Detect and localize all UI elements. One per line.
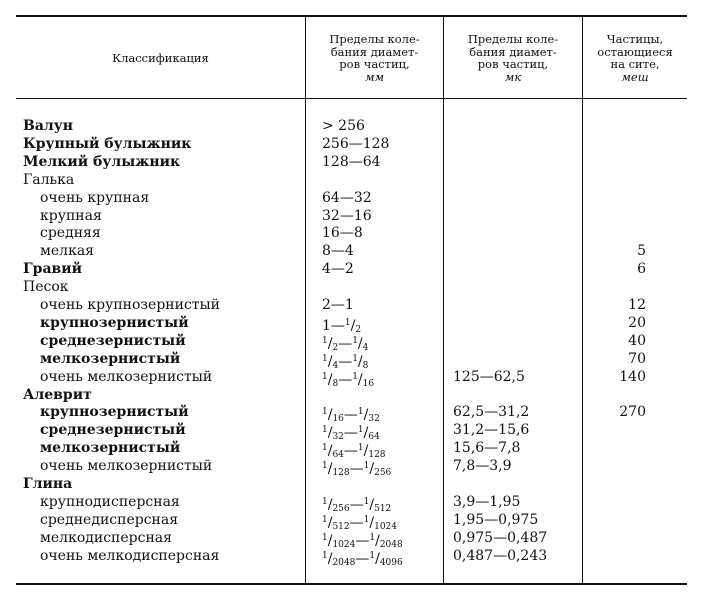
row-range-mm: $^1/_{32}—^1/_{64}$ <box>322 425 380 443</box>
table-row <box>0 547 704 568</box>
header-classification-label: Классификация <box>112 50 209 65</box>
row-range-um: 3,9—1,95 <box>453 493 521 510</box>
row-range-mm: $^1/_{64}—^1/_{128}$ <box>322 443 386 461</box>
row-classification: Алеврит <box>23 386 92 403</box>
table-row <box>0 511 704 532</box>
table-top-rule <box>16 15 687 17</box>
header-range-mm <box>306 18 443 98</box>
table-row <box>0 243 704 260</box>
row-range-um: 0,975—0,487 <box>453 529 548 546</box>
row-classification: среднедисперсная <box>40 511 179 528</box>
row-sieve-mesh: 20 <box>628 314 646 331</box>
row-range-mm: > 256 <box>322 118 365 134</box>
row-classification: очень мелкозернистый <box>40 458 213 475</box>
row-classification: очень крупнозернистый <box>40 297 221 313</box>
row-classification: Крупный булыжник <box>23 135 192 152</box>
row-classification: среднезернистый <box>40 422 186 439</box>
row-classification: Мелкий булыжник <box>23 153 181 170</box>
row-range-mm: 16—8 <box>322 225 363 242</box>
row-classification: крупнодисперсная <box>40 493 180 510</box>
table-row <box>0 422 704 443</box>
header-sieve <box>583 18 687 98</box>
table-row <box>0 350 704 371</box>
row-range-mm: 128—64 <box>322 153 381 170</box>
row-classification: крупная <box>40 207 102 224</box>
table-row <box>0 190 704 207</box>
table-row <box>0 404 704 425</box>
row-sieve-mesh: 12 <box>628 297 646 313</box>
row-range-mm: 256—128 <box>322 135 390 152</box>
table-row <box>0 458 704 479</box>
row-classification: очень крупная <box>40 189 150 206</box>
row-range-mm: $^1/_{1024}—^1/_{2048}$ <box>322 532 403 550</box>
table-row <box>0 172 704 189</box>
row-range-um: 1,95—0,975 <box>453 511 539 528</box>
header-range-mm-unit: мм <box>364 69 385 84</box>
row-sieve-mesh: 70 <box>628 350 646 367</box>
row-range-mm: 32—16 <box>322 207 372 224</box>
row-range-mm: $^1/_{2048}—^1/_{4096}$ <box>322 550 403 568</box>
row-classification: Валун <box>23 118 73 134</box>
table-row <box>0 118 704 135</box>
table-row <box>0 493 704 514</box>
table-row <box>0 332 704 353</box>
header-classification <box>16 18 305 98</box>
row-range-um: 62,5—31,2 <box>453 404 530 421</box>
row-classification: средняя <box>40 225 101 242</box>
row-range-mm: $^1/_{256}—^1/_{512}$ <box>322 496 392 514</box>
row-classification: Песок <box>23 279 69 296</box>
row-range-mm: $^1/_{128}—^1/_{256}$ <box>322 461 392 479</box>
row-range-mm: $^1/_8—^1/_{16}$ <box>322 371 375 389</box>
row-classification: очень мелкодисперсная <box>40 547 220 564</box>
row-range-um: 15,6—7,8 <box>453 440 521 457</box>
row-range-mm: $1—^1/_2$ <box>322 317 362 335</box>
table-row <box>0 368 704 389</box>
row-classification: мелкозернистый <box>40 440 181 457</box>
table-row <box>0 476 704 493</box>
table-row <box>0 208 704 225</box>
row-sieve-mesh: 270 <box>619 404 646 421</box>
table-row <box>0 387 704 404</box>
row-range-mm: 8—4 <box>322 243 354 260</box>
table-bottom-rule <box>16 583 687 585</box>
row-range-um: 0,487—0,243 <box>453 547 548 564</box>
row-classification: Галька <box>23 171 75 188</box>
header-range-um-label: Пределы коле-бания диамет-ров частиц, <box>467 32 559 71</box>
table-row <box>0 225 704 242</box>
row-range-mm: 4—2 <box>322 261 354 278</box>
header-range-mm-label: Пределы коле-бания диамет-ров частиц, <box>329 32 420 71</box>
row-range-mm: $^1/_{16}—^1/_{32}$ <box>322 407 380 425</box>
table-row <box>0 529 704 550</box>
row-sieve-mesh: 5 <box>637 243 646 260</box>
row-classification: Гравий <box>23 261 83 278</box>
table-row <box>0 136 704 153</box>
header-sieve-unit: меш <box>621 69 649 84</box>
row-classification: Глина <box>23 476 73 492</box>
row-sieve-mesh: 140 <box>619 368 646 385</box>
row-range-mm: $^1/_4—^1/_8$ <box>322 353 369 371</box>
row-classification: крупнозернистый <box>40 404 189 421</box>
row-range-um: 7,8—3,9 <box>453 458 512 475</box>
row-range-mm: 64—32 <box>322 189 372 206</box>
table-row <box>0 314 704 335</box>
table-row <box>0 279 704 296</box>
table-row <box>0 154 704 171</box>
header-sieve-label: Частицы, остающиеся на сите, <box>597 32 673 71</box>
row-sieve-mesh: 40 <box>628 332 646 349</box>
row-range-um: 31,2—15,6 <box>453 422 530 439</box>
row-classification: мелкозернистый <box>40 350 181 367</box>
header-bottom-rule <box>16 98 687 99</box>
row-range-mm: $^1/_2—^1/_4$ <box>322 335 369 353</box>
row-sieve-mesh: 6 <box>637 261 646 278</box>
row-classification: мелкая <box>40 243 94 260</box>
row-classification: крупнозернистый <box>40 314 189 331</box>
row-range-mm: 2—1 <box>322 297 354 313</box>
table-row <box>0 261 704 278</box>
header-range-um <box>444 18 582 98</box>
row-range-um: 125—62,5 <box>453 368 525 385</box>
header-range-um-unit: мк <box>504 69 522 84</box>
row-range-mm: $^1/_{512}—^1/_{1024}$ <box>322 514 397 532</box>
table-row <box>0 440 704 461</box>
row-classification: среднезернистый <box>40 332 186 349</box>
table-row <box>0 297 704 314</box>
row-classification: очень мелкозернистый <box>40 368 213 385</box>
row-classification: мелкодисперсная <box>40 529 172 546</box>
